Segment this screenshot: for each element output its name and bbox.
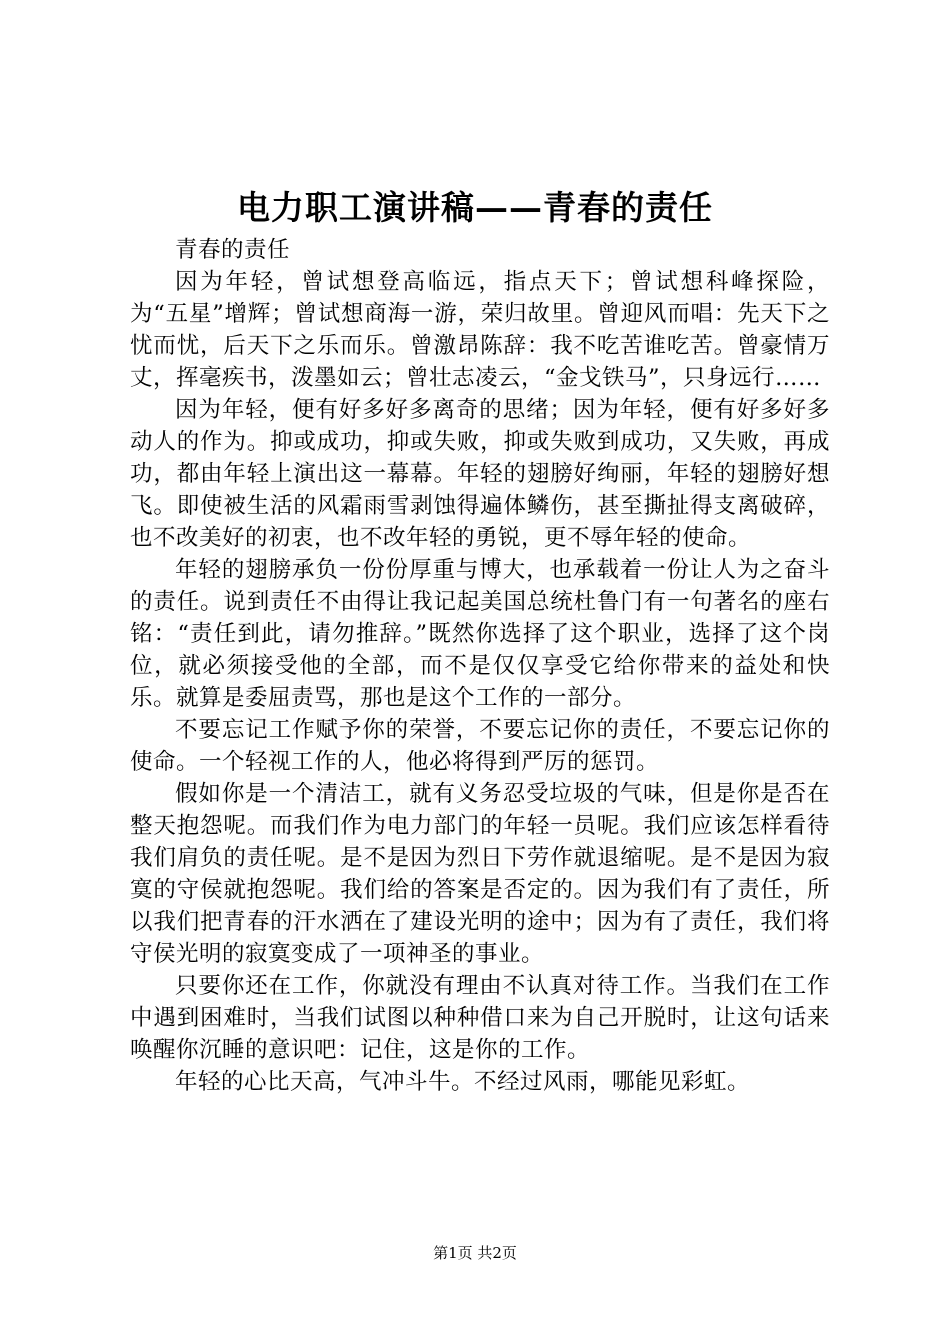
paragraph: 因为年轻，便有好多好多离奇的思绪；因为年轻，便有好多好多动人的作为。抑或成功，抑或失败，抑或失败到成功，又失败，再成功，都由年轻上演出这一幕幕。年轻的翅膀好绚丽，年轻的翅膀好想飞。即使被生活的风霜雨雪剥蚀得遍体鳞伤，甚至撕扯得支离破碎，也不改美好的初衷，也不改年轻的勇锐，更不辱年轻的使命。 xyxy=(130,397,830,551)
paragraph: 因为年轻，曾试想登高临远，指点天下；曾试想科峰探险，为“五星”增辉；曾试想商海一游，荣归故里。曾迎风而唱：先天下之忧而忧，后天下之乐而乐。曾激昂陈辞：我不吃苦谁吃苦。曾豪情万丈，挥毫疾书，泼墨如云；曾壮志凌云，“金戈铁马”，只身远行…… xyxy=(130,269,830,391)
paragraph: 青春的责任 xyxy=(175,237,291,263)
document-title: 电力职工演讲稿——青春的责任 xyxy=(237,188,713,227)
document-body xyxy=(130,234,830,1098)
paragraph: 年轻的心比天高，气冲斗牛。不经过风雨，哪能见彩虹。 xyxy=(175,1069,751,1095)
paragraph: 不要忘记工作赋予你的荣誉，不要忘记你的责任，不要忘记你的使命。一个轻视工作的人，他必将得到严厉的惩罚。 xyxy=(130,717,830,775)
page-number-footer: 第1页 共2页 xyxy=(433,1244,517,1262)
paragraph: 假如你是一个清洁工，就有义务忍受垃圾的气味，但是你是否在整天抱怨呢。而我们作为电力部门的年轻一员呢。我们应该怎样看待我们肩负的责任呢。是不是因为烈日下劳作就退缩呢。是不是因为寂寞的守侯就抱怨呢。我们给的答案是否定的。因为我们有了责任，所以我们把青春的汗水洒在了建设光明的途中；因为有了责任，我们将守侯光明的寂寞变成了一项神圣的事业。 xyxy=(130,781,830,967)
paragraph: 只要你还在工作，你就没有理由不认真对待工作。当我们在工作中遇到困难时，当我们试图以种种借口来为自己开脱时，让这句话来唤醒你沉睡的意识吧：记住，这是你的工作。 xyxy=(130,973,830,1063)
paragraph: 年轻的翅膀承负一份份厚重与博大，也承载着一份让人为之奋斗的责任。说到责任不由得让我记起美国总统杜鲁门有一句著名的座右铭：“责任到此，请勿推辞。”既然你选择了这个职业，选择了这个岗位，就必须接受他的全部，而不是仅仅享受它给你带来的益处和快乐。就算是委屈责骂，那也是这个工作的一部分。 xyxy=(130,557,830,711)
